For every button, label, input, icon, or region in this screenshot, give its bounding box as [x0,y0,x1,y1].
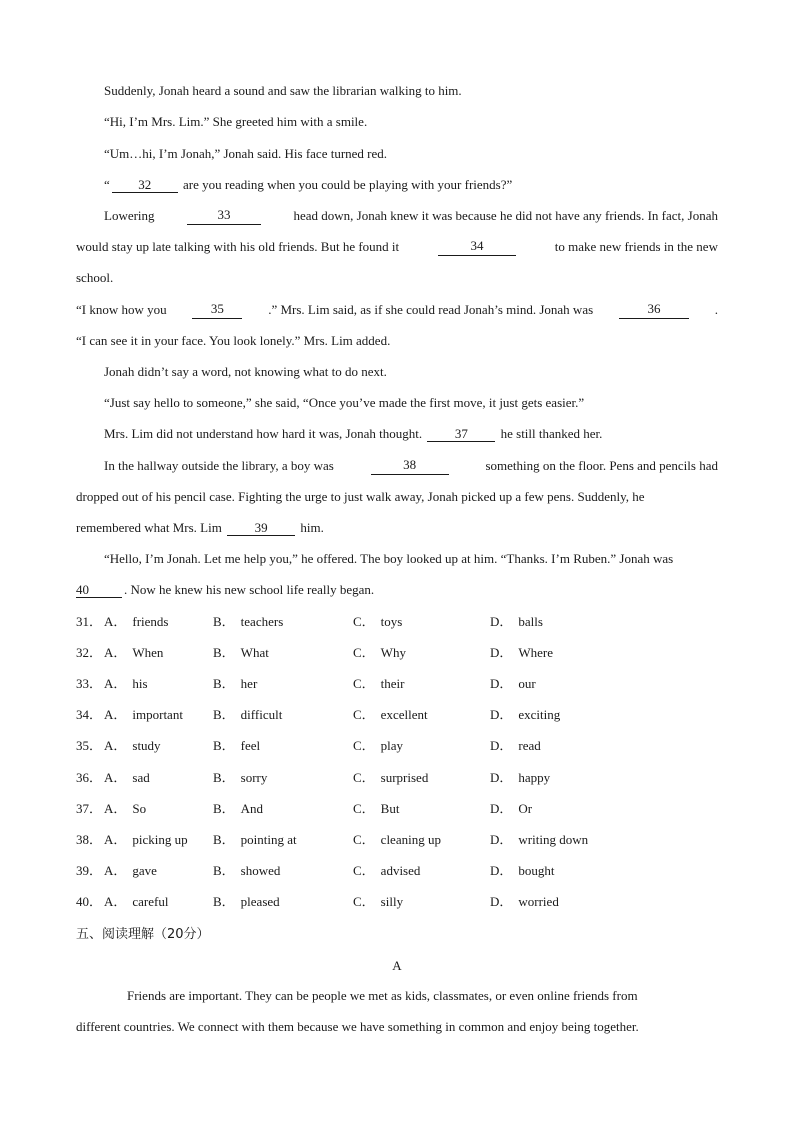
option-c[interactable]: C． advised [353,863,421,878]
passage-text: .” Mrs. Lim said, as if she could read Jonah’s mind. Jonah was [268,302,594,317]
option-d[interactable]: D． writing down [490,832,589,847]
option-c[interactable]: C． their [353,676,405,691]
option-c[interactable]: C． toys [353,614,403,629]
option-a[interactable]: A． sad [104,770,150,785]
question-number: 36． [76,770,103,785]
passage-line [76,488,718,506]
passage-text: “Hello, I’m Jonah. Let me help you,” he offered. The boy looked up at him. “Thanks. I’m Ruben.” Jonah was [104,551,674,566]
passage-line [104,145,718,163]
part-label: A [392,958,402,973]
passage-text: “I can see it in your face. You look lonely.” Mrs. Lim added. [76,333,391,348]
option-d[interactable]: D． Or [490,801,533,816]
option-b[interactable]: B． teachers [213,614,284,629]
passage-line [104,82,718,100]
blank-36: 36 [619,301,689,319]
option-c[interactable]: C． But [353,801,400,816]
passage-text: head down, Jonah knew it was because he did not have any friends. In fact, Jonah [293,208,718,223]
question-number: 35． [76,738,103,753]
option-d[interactable]: D． happy [490,770,551,785]
blank-32: 32 [112,177,178,193]
question-number: 38． [76,832,103,847]
passage-line [104,457,718,475]
blank-37: 37 [427,426,495,442]
passage-text: would stay up late talking with his old friends. But he found it [76,239,400,254]
option-c[interactable]: C． Why [353,645,406,660]
question-number: 31． [76,614,103,629]
option-a[interactable]: A． picking up [104,832,188,847]
option-b[interactable]: B． difficult [213,707,283,722]
passage-text: Mrs. Lim did not understand how hard it was, Jonah thought. [104,426,423,441]
option-b[interactable]: B． her [213,676,258,691]
option-a[interactable]: A． So [104,801,147,816]
passage-text: Lowering [104,208,155,223]
passage-text: . Now he knew his new school life really began. [124,582,375,597]
option-b[interactable]: B． feel [213,738,261,753]
blank-34: 34 [438,238,516,256]
question-row [76,644,718,662]
question-number: 37． [76,801,103,816]
section-heading: 五、阅读理解（20分） [76,927,210,942]
question-number: 34． [76,707,103,722]
passage-line [104,113,718,131]
passage-text: “Um…hi, I’m Jonah,” Jonah said. His face turned red. [104,146,388,161]
passage-text: school. [76,270,114,285]
blank-40: 40 [76,582,122,598]
option-c[interactable]: C． excellent [353,707,428,722]
passage-text: to make new friends in the new [554,239,718,254]
option-d[interactable]: D． Where [490,645,554,660]
blank-38: 38 [371,457,449,475]
question-row [76,800,718,818]
passage-line [76,301,718,319]
passage-text: Suddenly, Jonah heard a sound and saw the librarian walking to him. [104,83,462,98]
option-c[interactable]: C． silly [353,894,404,909]
option-d[interactable]: D． read [490,738,541,753]
passage-line [76,519,718,537]
passage-text: he still thanked her. [500,426,603,441]
passage-text: “I know how you [76,302,167,317]
option-a[interactable]: A． When [104,645,164,660]
option-a[interactable]: A． study [104,738,161,753]
question-row [76,675,718,693]
blank-39: 39 [227,520,295,536]
option-b[interactable]: B． And [213,801,264,816]
passage-text: remembered what Mrs. Lim [76,520,222,535]
option-d[interactable]: D． balls [490,614,543,629]
passage-text: dropped out of his pencil case. Fighting the urge to just walk away, Jonah picked up a few pens. Suddenly, he [76,489,645,504]
option-b[interactable]: B． pointing at [213,832,297,847]
passage-line [104,363,718,381]
passage-line [104,176,718,194]
option-d[interactable]: D． worried [490,894,559,909]
question-number: 40． [76,894,103,909]
passage-line [76,269,718,287]
option-b[interactable]: B． pleased [213,894,280,909]
option-a[interactable]: A． careful [104,894,169,909]
passage-line [76,332,718,350]
passage-line [104,550,718,568]
question-row [76,893,718,911]
option-d[interactable]: D． exciting [490,707,561,722]
passage-text: Jonah didn’t say a word, not knowing what to do next. [104,364,387,379]
option-c[interactable]: C． cleaning up [353,832,441,847]
passage-text: “Hi, I’m Mrs. Lim.” She greeted him with a smile. [104,114,368,129]
blank-35: 35 [192,301,242,319]
option-a[interactable]: A． his [104,676,148,691]
reading-line [76,1018,718,1036]
question-row [76,737,718,755]
passage-text: “ [104,177,110,192]
option-b[interactable]: B． showed [213,863,281,878]
question-row [76,831,718,849]
question-row [76,613,718,631]
option-a[interactable]: A． friends [104,614,169,629]
passage-text: In the hallway outside the library, a boy was [104,458,334,473]
question-row [76,862,718,880]
question-row [76,706,718,724]
option-a[interactable]: A． gave [104,863,157,878]
option-c[interactable]: C． play [353,738,404,753]
passage-text: something on the floor. Pens and pencils had [485,458,718,473]
reading-text: different countries. We connect with them because we have something in common and enjoy being together. [76,1019,639,1034]
question-number: 32． [76,645,103,660]
option-a[interactable]: A． important [104,707,183,722]
passage-line [76,581,718,599]
option-b[interactable]: B． sorry [213,770,268,785]
passage-text: are you reading when you could be playing with your friends?” [183,177,513,192]
passage-text: . [714,302,718,317]
reading-line [127,987,718,1005]
option-d[interactable]: D． bought [490,863,555,878]
question-number: 33． [76,676,103,691]
passage-line [104,207,718,225]
passage-line [104,425,718,443]
passage-text: him. [300,520,324,535]
question-number: 39． [76,863,103,878]
passage-line [76,238,718,256]
passage-text: “Just say hello to someone,” she said, “Once you’ve made the first move, it just gets easier.” [104,395,585,410]
question-row [76,769,718,787]
option-c[interactable]: C． surprised [353,770,429,785]
blank-33: 33 [187,207,261,225]
option-d[interactable]: D． our [490,676,536,691]
reading-text: Friends are important. They can be people we met as kids, classmates, or even online friends from [127,988,638,1003]
passage-line [104,394,718,412]
option-b[interactable]: B． What [213,645,269,660]
